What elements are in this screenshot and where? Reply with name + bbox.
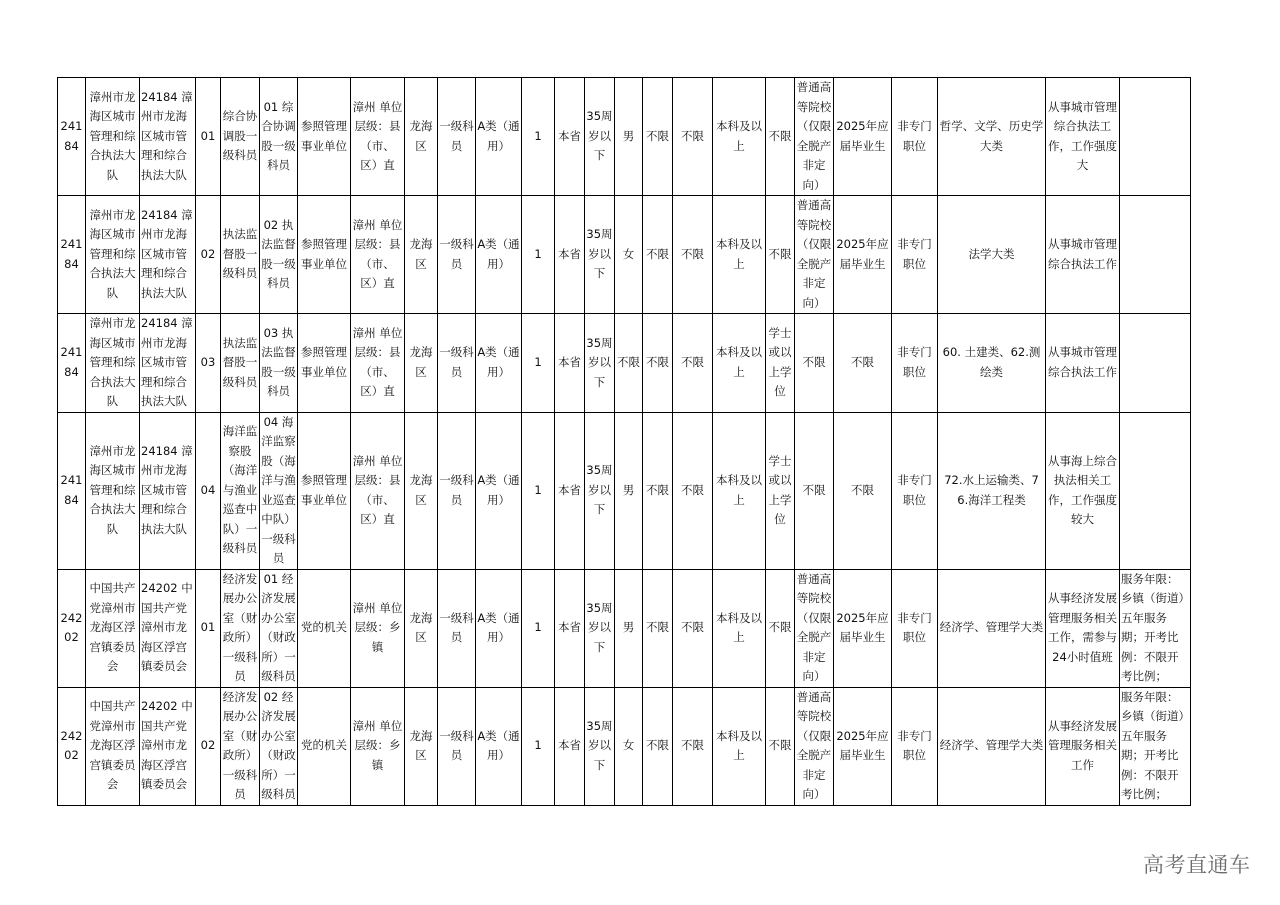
gender: 男 (615, 412, 643, 569)
school-type: 不限 (795, 412, 834, 569)
table-row (58, 412, 1191, 569)
remarks (1120, 314, 1191, 413)
major-requirement: 经济学、管理学大类 (938, 569, 1046, 687)
rank: 一级科员 (438, 412, 476, 569)
position-code-name: 01 经济发展办公室（财政所）一级科员 (260, 569, 298, 687)
household-scope: 本省 (555, 569, 585, 687)
political-status: 不限 (673, 687, 713, 805)
district: 龙海区 (405, 78, 438, 196)
unit-code-name: 24184 漳州市龙海区城市管理和综合执法大队 (140, 314, 196, 413)
exam-category: A类（通用） (476, 569, 522, 687)
degree: 不限 (766, 196, 795, 314)
gender: 男 (615, 78, 643, 196)
unit-code-name: 24184 漳州市龙海区城市管理和综合执法大队 (140, 78, 196, 196)
table-row (58, 687, 1191, 805)
degree: 不限 (766, 569, 795, 687)
job-description: 从事城市管理综合执法工作 (1046, 196, 1120, 314)
education: 本科及以上 (713, 314, 766, 413)
exam-category: A类（通用） (476, 196, 522, 314)
position-name: 综合协调股一级科员 (221, 78, 260, 196)
unit-code-name: 24184 漳州市龙海区城市管理和综合执法大队 (140, 196, 196, 314)
unit-name: 漳州市龙海区城市管理和综合执法大队 (86, 412, 140, 569)
ethnicity: 不限 (643, 412, 673, 569)
remarks (1120, 78, 1191, 196)
unit-code-name: 24202 中国共产党漳州市龙海区浮宫镇委员会 (140, 569, 196, 687)
position-type: 非专门职位 (892, 412, 938, 569)
district: 龙海区 (405, 412, 438, 569)
major-requirement: 哲学、文学、历史学大类 (938, 78, 1046, 196)
education: 本科及以上 (713, 412, 766, 569)
exam-category: A类（通用） (476, 78, 522, 196)
position-type: 非专门职位 (892, 196, 938, 314)
position-name: 经济发展办公室（财政所）一级科员 (221, 569, 260, 687)
graduate-status: 不限 (834, 314, 892, 413)
exam-category: A类（通用） (476, 412, 522, 569)
gender: 女 (615, 687, 643, 805)
major-requirement: 法学大类 (938, 196, 1046, 314)
rank: 一级科员 (438, 569, 476, 687)
education: 本科及以上 (713, 569, 766, 687)
household-scope: 本省 (555, 78, 585, 196)
headcount: 1 (522, 687, 555, 805)
unit-nature: 参照管理事业单位 (298, 78, 351, 196)
political-status: 不限 (673, 78, 713, 196)
position-type: 非专门职位 (892, 314, 938, 413)
position-code: 01 (196, 569, 221, 687)
education: 本科及以上 (713, 78, 766, 196)
position-code: 01 (196, 78, 221, 196)
school-type: 不限 (795, 314, 834, 413)
position-code: 03 (196, 314, 221, 413)
position-name: 执法监督股一级科员 (221, 314, 260, 413)
graduate-status: 2025年应届毕业生 (834, 196, 892, 314)
table-row (58, 314, 1191, 413)
graduate-status: 2025年应届毕业生 (834, 569, 892, 687)
position-code-name: 03 执法监督股一级科员 (260, 314, 298, 413)
unit-code: 24202 (58, 569, 86, 687)
unit-level: 漳州 单位层级：县（市、区）直 (351, 412, 405, 569)
graduate-status: 2025年应届毕业生 (834, 78, 892, 196)
exam-category: A类（通用） (476, 314, 522, 413)
job-description: 从事经济发展管理服务相关工作，需参与24小时值班 (1046, 569, 1120, 687)
exam-category: A类（通用） (476, 687, 522, 805)
school-type: 普通高等院校（仅限全脱产非定向） (795, 687, 834, 805)
unit-level: 漳州 单位层级：乡镇 (351, 569, 405, 687)
age-limit: 35周岁以下 (585, 196, 615, 314)
headcount: 1 (522, 412, 555, 569)
political-status: 不限 (673, 314, 713, 413)
political-status: 不限 (673, 412, 713, 569)
household-scope: 本省 (555, 314, 585, 413)
unit-level: 漳州 单位层级：县（市、区）直 (351, 196, 405, 314)
position-type: 非专门职位 (892, 569, 938, 687)
age-limit: 35周岁以下 (585, 412, 615, 569)
table-row (58, 78, 1191, 196)
district: 龙海区 (405, 196, 438, 314)
unit-code: 24184 (58, 196, 86, 314)
rank: 一级科员 (438, 314, 476, 413)
age-limit: 35周岁以下 (585, 314, 615, 413)
age-limit: 35周岁以下 (585, 569, 615, 687)
unit-name: 漳州市龙海区城市管理和综合执法大队 (86, 196, 140, 314)
recruitment-table (57, 77, 1191, 806)
graduate-status: 不限 (834, 412, 892, 569)
political-status: 不限 (673, 196, 713, 314)
position-code-name: 02 经济发展办公室（财政所）一级科员 (260, 687, 298, 805)
ethnicity: 不限 (643, 314, 673, 413)
unit-code-name: 24184 漳州市龙海区城市管理和综合执法大队 (140, 412, 196, 569)
unit-name: 漳州市龙海区城市管理和综合执法大队 (86, 78, 140, 196)
remarks: 服务年限：乡镇（街道）五年服务期；开考比例：不限开考比例； (1120, 687, 1191, 805)
remarks (1120, 196, 1191, 314)
position-code: 04 (196, 412, 221, 569)
ethnicity: 不限 (643, 78, 673, 196)
position-code: 02 (196, 196, 221, 314)
education: 本科及以上 (713, 687, 766, 805)
position-name: 执法监督股一级科员 (221, 196, 260, 314)
major-requirement: 72.水上运输类、76.海洋工程类 (938, 412, 1046, 569)
ethnicity: 不限 (643, 196, 673, 314)
position-code-name: 01 综合协调股一级科员 (260, 78, 298, 196)
unit-level: 漳州 单位层级：乡镇 (351, 687, 405, 805)
degree: 不限 (766, 78, 795, 196)
watermark-text: 高考直通车 (1143, 853, 1251, 877)
district: 龙海区 (405, 687, 438, 805)
gender: 不限 (615, 314, 643, 413)
education: 本科及以上 (713, 196, 766, 314)
school-type: 普通高等院校（仅限全脱产非定向） (795, 569, 834, 687)
unit-nature: 党的机关 (298, 687, 351, 805)
district: 龙海区 (405, 314, 438, 413)
unit-name: 中国共产党漳州市龙海区浮宫镇委员会 (86, 569, 140, 687)
position-code-name: 02 执法监督股一级科员 (260, 196, 298, 314)
unit-level: 漳州 单位层级：县（市、区）直 (351, 314, 405, 413)
major-requirement: 经济学、管理学大类 (938, 687, 1046, 805)
position-code-name: 04 海洋监察股（海洋与渔业巡查中队）一级科员 (260, 412, 298, 569)
unit-code: 24184 (58, 412, 86, 569)
job-description: 从事海上综合执法相关工作，工作强度较大 (1046, 412, 1120, 569)
unit-name: 漳州市龙海区城市管理和综合执法大队 (86, 314, 140, 413)
unit-code: 24202 (58, 687, 86, 805)
unit-nature: 参照管理事业单位 (298, 412, 351, 569)
ethnicity: 不限 (643, 687, 673, 805)
job-description: 从事城市管理综合执法工作 (1046, 314, 1120, 413)
headcount: 1 (522, 569, 555, 687)
gender: 男 (615, 569, 643, 687)
remarks (1120, 412, 1191, 569)
position-type: 非专门职位 (892, 78, 938, 196)
job-description: 从事城市管理综合执法工作，工作强度大 (1046, 78, 1120, 196)
rank: 一级科员 (438, 196, 476, 314)
headcount: 1 (522, 314, 555, 413)
headcount: 1 (522, 78, 555, 196)
table-row (58, 569, 1191, 687)
unit-code: 24184 (58, 78, 86, 196)
district: 龙海区 (405, 569, 438, 687)
remarks: 服务年限：乡镇（街道）五年服务期；开考比例：不限开考比例； (1120, 569, 1191, 687)
school-type: 普通高等院校（仅限全脱产非定向） (795, 78, 834, 196)
position-code: 02 (196, 687, 221, 805)
degree: 学士或以上学位 (766, 412, 795, 569)
headcount: 1 (522, 196, 555, 314)
major-requirement: 60. 土建类、62.测绘类 (938, 314, 1046, 413)
unit-nature: 党的机关 (298, 569, 351, 687)
degree: 不限 (766, 687, 795, 805)
unit-nature: 参照管理事业单位 (298, 314, 351, 413)
gender: 女 (615, 196, 643, 314)
age-limit: 35周岁以下 (585, 78, 615, 196)
position-name: 海洋监察股（海洋与渔业巡查中队）一级科员 (221, 412, 260, 569)
unit-level: 漳州 单位层级：县（市、区）直 (351, 78, 405, 196)
position-name: 经济发展办公室（财政所）一级科员 (221, 687, 260, 805)
job-description: 从事经济发展管理服务相关工作 (1046, 687, 1120, 805)
household-scope: 本省 (555, 687, 585, 805)
household-scope: 本省 (555, 196, 585, 314)
degree: 学士或以上学位 (766, 314, 795, 413)
unit-code-name: 24202 中国共产党漳州市龙海区浮宫镇委员会 (140, 687, 196, 805)
table-row (58, 196, 1191, 314)
household-scope: 本省 (555, 412, 585, 569)
rank: 一级科员 (438, 687, 476, 805)
political-status: 不限 (673, 569, 713, 687)
unit-code: 24184 (58, 314, 86, 413)
graduate-status: 2025年应届毕业生 (834, 687, 892, 805)
unit-nature: 参照管理事业单位 (298, 196, 351, 314)
unit-name: 中国共产党漳州市龙海区浮宫镇委员会 (86, 687, 140, 805)
school-type: 普通高等院校（仅限全脱产非定向） (795, 196, 834, 314)
ethnicity: 不限 (643, 569, 673, 687)
rank: 一级科员 (438, 78, 476, 196)
position-type: 非专门职位 (892, 687, 938, 805)
age-limit: 35周岁以下 (585, 687, 615, 805)
